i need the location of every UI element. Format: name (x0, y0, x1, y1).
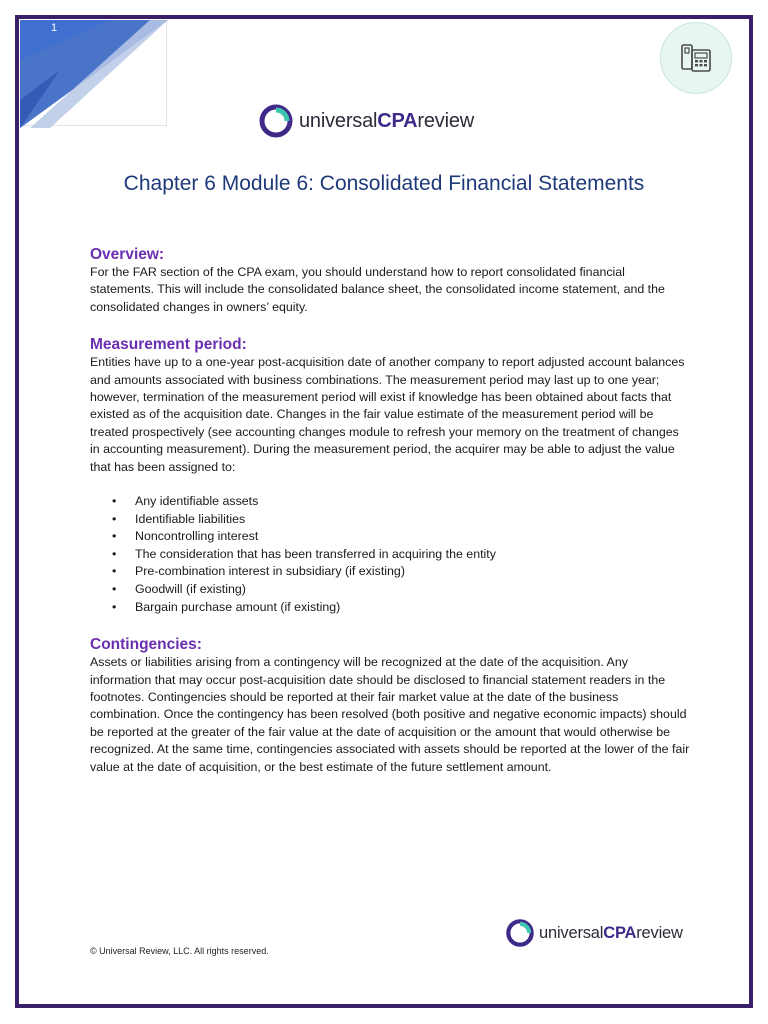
measurement-heading: Measurement period: (90, 336, 247, 354)
contingencies-heading: Contingencies: (90, 636, 202, 654)
list-item: • Noncontrolling interest (112, 529, 259, 544)
list-item: • Goodwill (if existing) (112, 582, 246, 597)
footer-wordmark: universalCPAreview (539, 923, 683, 942)
footer-logo (505, 916, 683, 950)
document-body (90, 246, 690, 776)
logo-ring-icon (505, 918, 535, 948)
list-item: • Bargain purchase amount (if existing) (112, 599, 341, 614)
list-item: • The consideration that has been transferred in acquiring the entity (112, 546, 496, 561)
overview-text: For the FAR section of the CPA exam, you should understand how to report consolidated financial statements. This will include the consolidated balance sheet, the consolidated income statement, and the consolidated changes in owners’ equity. (90, 265, 665, 314)
logo-ring-icon (258, 103, 294, 139)
copyright-notice: © Universal Review, LLC. All rights reserved. (90, 946, 269, 956)
list-item: • Pre-combination interest in subsidiary (if existing) (112, 564, 405, 579)
calculator-icon (679, 41, 713, 75)
page-number: 1 (51, 22, 58, 34)
corner-triangles-icon (20, 20, 170, 130)
list-item: • Any identifiable assets (112, 494, 259, 509)
page-title: Chapter 6 Module 6: Consolidated Financial Statements (123, 172, 645, 195)
calculator-badge (660, 22, 732, 94)
measurement-text: Entities have up to a one-year post-acquisition date of another company to report adjusted account balances and amounts associated with business combinations. The measurement period may last up to one year; however, termination of the measurement period will exist if knowledge has been obtained about facts that existed as of the acquisition date. Changes in the fair value estimate of the measurement period will be treated prospectively (see accounting changes module to refresh your memory on the treatment of changes in accounting measurement). During the measurement period, the acquirer may be able to adjust the value that has been assigned to: (90, 355, 685, 474)
corner-decoration (20, 20, 170, 130)
list-item: • Identifiable liabilities (112, 511, 246, 526)
adjustable-items-list (90, 493, 690, 616)
brand-wordmark: universalCPAreview (299, 109, 474, 132)
overview-heading: Overview: (90, 246, 165, 263)
brand-logo (258, 102, 474, 140)
contingencies-text: Assets or liabilities arising from a contingency will be recognized at the date of the acquisition. Any information that may occur post-acquisition date should be disclosed to financial statement readers in the footnotes. Contingencies should be reported at their fair market value at the date of the business combination. Once the contingency has been resolved (both positive and negative economic impacts) should be reported at the greater of the fair value at the date of acquisition or the amount that would otherwise be recognized. At the same time, contingencies associated with assets should be reported at the lower of the fair value at the date of acquisition, or the best estimate of the future settlement amount. (90, 655, 690, 774)
